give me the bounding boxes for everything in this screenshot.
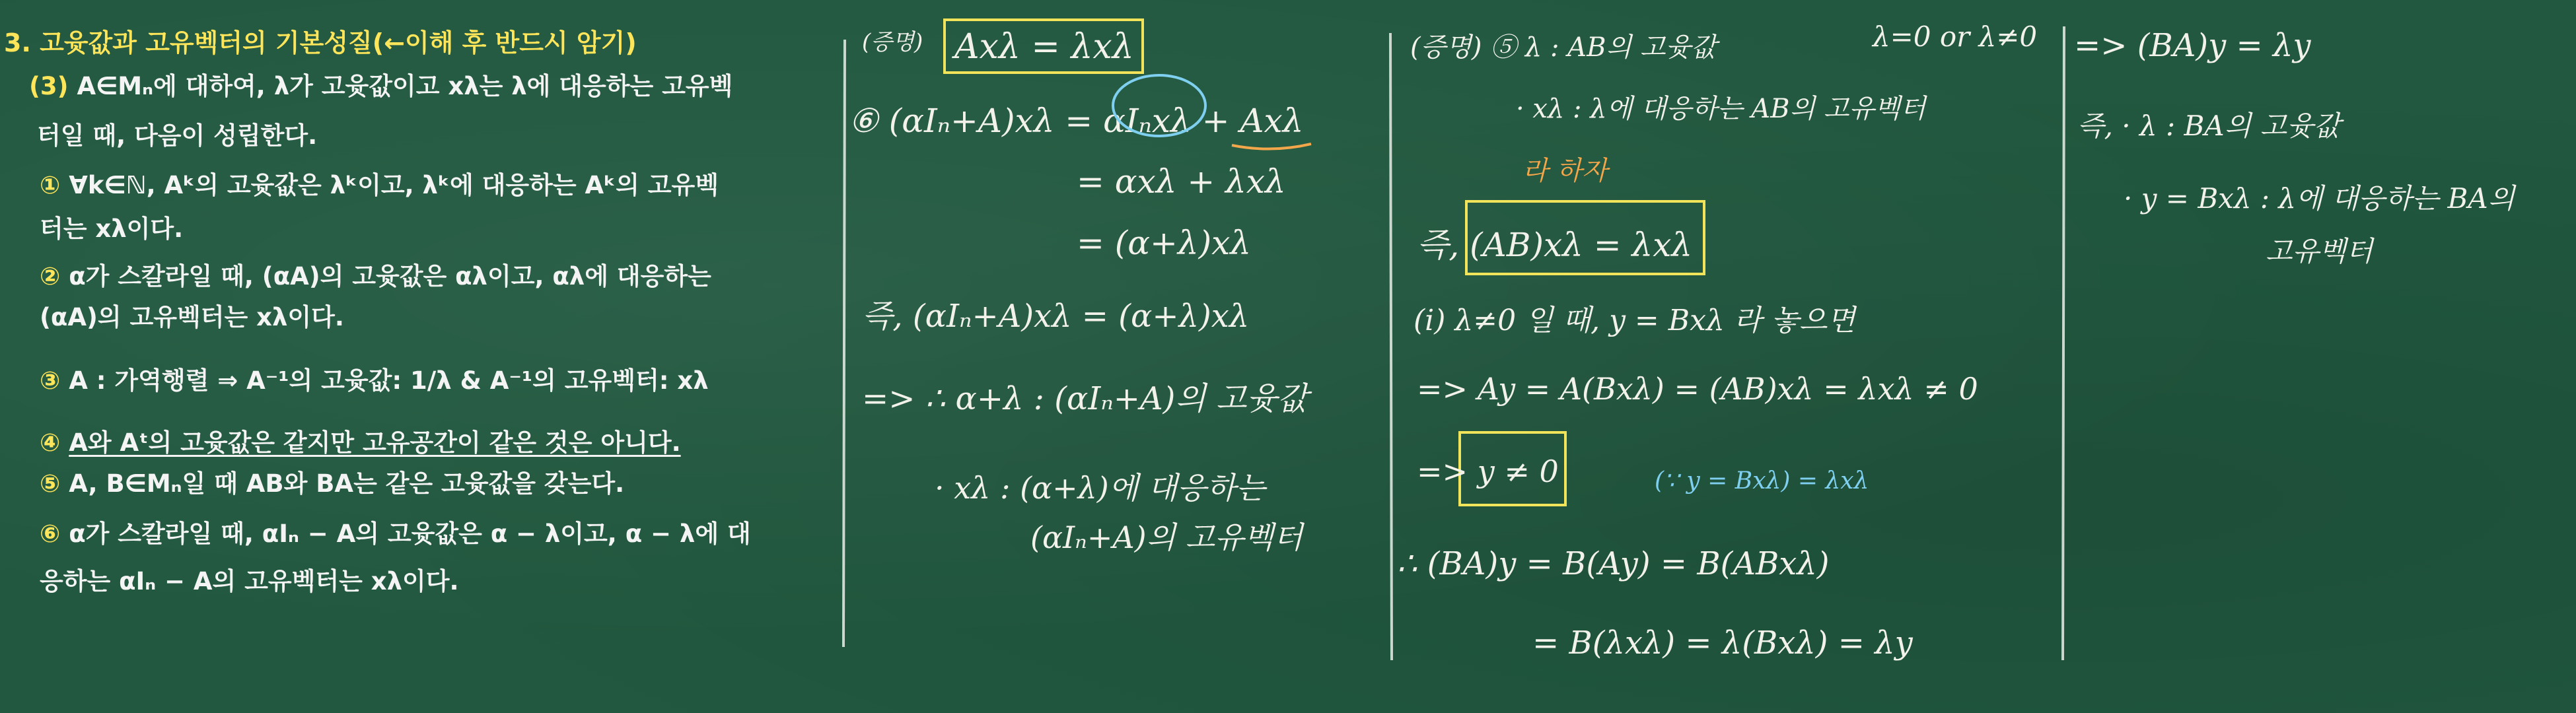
chalk-strokes (836, 0, 2576, 713)
property-1-line-2: 터는 xλ이다. (40, 215, 184, 243)
c1-proof-label: (증명) (862, 29, 923, 55)
c3-line-2: 즉, · λ : BA의 고윳값 (2077, 110, 2341, 142)
c1-line-3: = (α+λ)xλ (1077, 224, 1252, 262)
c2-line-11: = B(λxλ) = λ(Bxλ) = λy (1532, 625, 1913, 662)
property-2-num: ② (40, 262, 61, 290)
c1-line-7: (αIₙ+A)의 고유벡터 (1030, 520, 1303, 555)
c2-line-4: 라 하자 (1522, 156, 1608, 186)
c2-line-5: 즉, (AB)xλ = λxλ (1417, 226, 1693, 264)
property-6-num: ⑥ (40, 520, 61, 548)
property-1-line-1 (40, 173, 719, 197)
proof-column-6 (849, 20, 1312, 555)
property-4-num: ④ (40, 428, 61, 457)
c3-line-1: => (BA)y = λy (2074, 27, 2311, 64)
c2-line-6: (i) λ≠0 일 때, y = Bxλ 라 놓으면 (1413, 304, 1855, 337)
statement-line-1 (29, 74, 733, 98)
divider-right (2063, 26, 2064, 660)
property-3-num: ③ (40, 366, 61, 395)
c3-line-3: · y = Bxλ : λ에 대응하는 BA의 (2124, 182, 2515, 215)
property-2-text-1: α가 스칼라일 때, (αA)의 고윳값은 αλ이고, αλ에 대응하는 (69, 262, 711, 290)
c3-line-4: 고유벡터 (2266, 235, 2373, 267)
c2-line-1: (증명) ⑤ λ : AB의 고윳값 (1410, 32, 1717, 63)
property-4-text-1: A와 Aᵗ의 고윳값은 같지만 고유공간이 같은 것은 아니다. (69, 428, 681, 457)
c1-line-2: = αxλ + λxλ (1077, 162, 1286, 201)
property-5-text-1: A, B∈Mₙ일 때 AB와 BA는 같은 고윳값을 갖는다. (69, 469, 625, 498)
property-3-line-1 (40, 368, 709, 393)
c1-line-6: · xλ : (α+λ)에 대응하는 (935, 470, 1266, 506)
lecture-notes-panel (0, 0, 836, 713)
handwritten-proof-area (836, 0, 2576, 713)
property-3-text-1: A : 가역행렬 ⇒ A⁻¹의 고윳값: 1/λ & A⁻¹의 고유벡터: xλ (69, 366, 709, 395)
divider-middle (1390, 33, 1392, 660)
property-2-line-1 (40, 264, 711, 289)
property-5-line-1 (40, 471, 624, 496)
property-6-line-1 (40, 522, 751, 546)
c2-line-8: => y ≠ 0 (1417, 454, 1559, 489)
statement-text-1: A∈Mₙ에 대하여, λ가 고윳값이고 xλ는 λ에 대응하는 고유벡 (77, 72, 733, 100)
c1-line-1: ⑥ (αIₙ+A)xλ = αIₙxλ + Axλ (849, 102, 1304, 140)
c2-line-3: · xλ : λ에 대응하는 AB의 고유벡터 (1516, 94, 1926, 124)
c1-underline (1232, 144, 1311, 149)
c1-line-4: 즉, (αIₙ+A)xλ = (α+λ)xλ (862, 298, 1250, 335)
property-6-text-1: α가 스칼라일 때, αIₙ − A의 고윳값은 α − λ이고, α − λ에 대 (69, 520, 751, 548)
c2-line-2: λ=0 or λ≠0 (1873, 20, 2038, 53)
c1-line-5: => ∴ α+λ : (αIₙ+A)의 고윳값 (862, 380, 1308, 417)
divider-left (843, 40, 845, 647)
c1-eigen-eq: Axλ = λxλ (954, 27, 1134, 67)
property-6-line-2: 응하는 αIₙ − A의 고유벡터는 xλ이다. (40, 567, 459, 595)
property-1-text-1: ∀k∈ℕ, Aᵏ의 고윳값은 λᵏ이고, λᵏ에 대응하는 Aᵏ의 고유벡 (69, 171, 719, 199)
statement-number: (3) (29, 72, 69, 100)
proof-column-conclusion (2074, 27, 2517, 267)
c2-line-10: ∴ (BA)y = B(Ay) = B(ABxλ) (1397, 545, 1830, 582)
property-1-num: ① (40, 171, 61, 199)
section-title: 3. 고윳값과 고유벡터의 기본성질(←이해 후 반드시 암기) (4, 28, 637, 57)
c2-line-9: (∵ y = Bxλ) = λxλ (1655, 467, 1869, 494)
property-4-line-1 (40, 430, 681, 455)
property-2-line-2: (αA)의 고유벡터는 xλ이다. (40, 303, 344, 331)
statement-line-2: 터일 때, 다음이 성립한다. (37, 121, 318, 150)
c2-line-7: => Ay = A(Bxλ) = (AB)xλ = λxλ ≠ 0 (1417, 371, 1978, 407)
property-5-num: ⑤ (40, 469, 61, 498)
proof-column-5 (1397, 20, 2037, 662)
